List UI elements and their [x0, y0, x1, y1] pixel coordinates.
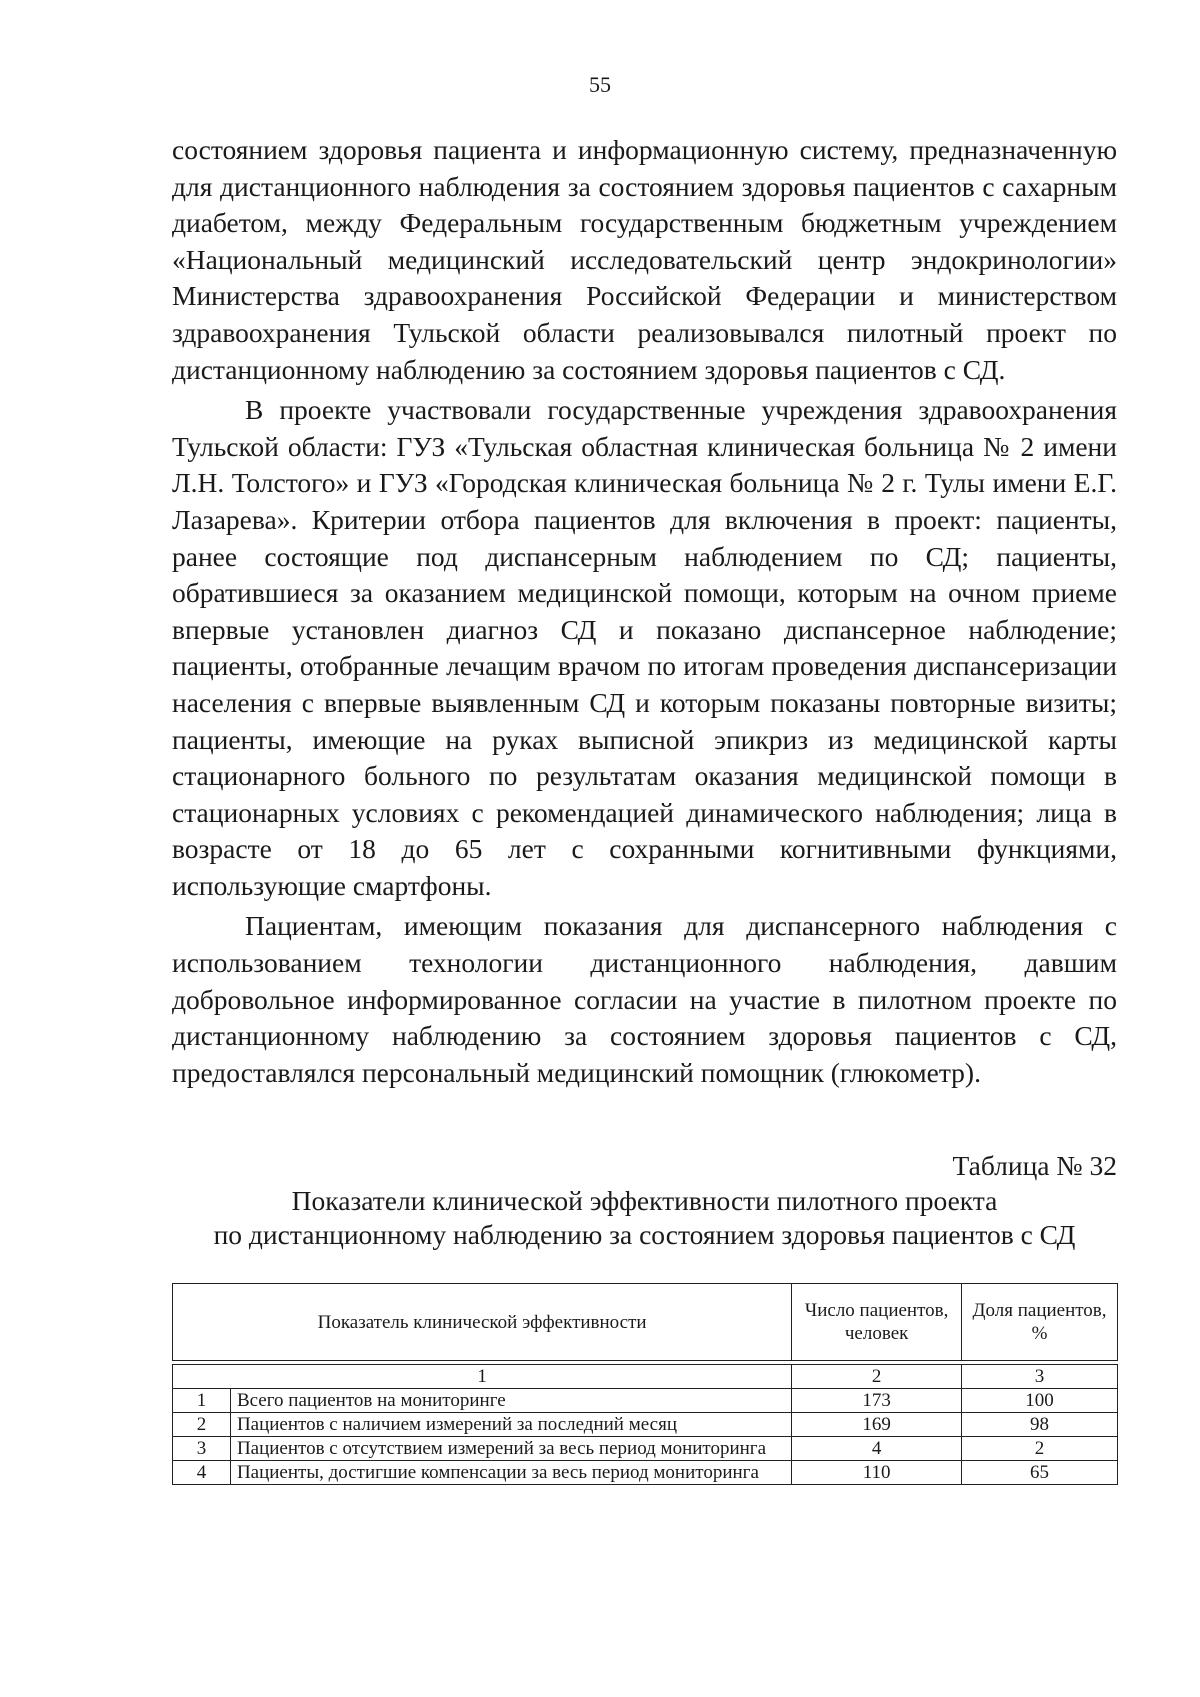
row-share: 98 — [962, 1413, 1118, 1437]
header-patients-share: Доля пациентов, % — [962, 1284, 1118, 1361]
header-indicator: Показатель клинической эффективности — [173, 1284, 792, 1361]
table-row — [173, 1389, 1118, 1413]
table-row — [173, 1413, 1118, 1437]
column-number-3: 3 — [962, 1365, 1118, 1389]
table-title — [172, 1184, 1117, 1252]
row-number: 1 — [173, 1389, 231, 1413]
table-title-line-1: Показатели клинической эффективности пилотного проекта — [291, 1185, 998, 1216]
row-count: 169 — [792, 1413, 962, 1437]
paragraph-glucometer: Пациентам, имеющим показания для диспансерного наблюдения с использованием технологии дистанционного наблюдения, давшим добровольное информированное согласии на участие в пилотном проекте по дистанционному наблюдению за состоянием здоровья пациентов с СД, предоставлялся персональный медицинский помощник (глюкометр). — [172, 910, 1117, 1088]
table-number-label: Таблица № 32 — [952, 1150, 1117, 1181]
clinical-efficiency-table — [172, 1283, 1118, 1485]
row-label: Пациенты, достигшие компенсации за весь период мониторинга — [230, 1461, 791, 1485]
column-number-1: 1 — [173, 1365, 792, 1389]
row-number: 3 — [173, 1437, 231, 1461]
paragraph-continuation: состоянием здоровья пациента и информационную систему, предназначенную для дистанционного наблюдения за состоянием здоровья пациентов с сахарным диабетом, между Федеральным государственным бюджетным учреждением «Национальный медицинский исследовательский центр эндокринологии» Министерства здравоохранения Российской Федерации и министерством здравоохранения Тульской области реализовывался пилотный проект по дистанционному наблюдению за состоянием здоровья пациентов с СД. — [172, 134, 1117, 385]
table-header-row — [173, 1284, 1118, 1361]
column-number-2: 2 — [792, 1365, 962, 1389]
row-share: 100 — [962, 1389, 1118, 1413]
row-label: Пациентов с наличием измерений за последний месяц — [230, 1413, 791, 1437]
row-share: 65 — [962, 1461, 1118, 1485]
row-share: 2 — [962, 1437, 1118, 1461]
header-patients-count: Число пациентов, человек — [792, 1284, 962, 1361]
row-count: 4 — [792, 1437, 962, 1461]
row-number: 2 — [173, 1413, 231, 1437]
row-count: 110 — [792, 1461, 962, 1485]
page-number: 55 — [589, 72, 611, 97]
row-number: 4 — [173, 1461, 231, 1485]
row-count: 173 — [792, 1389, 962, 1413]
paragraph-project-participants: В проекте участвовали государственные учреждения здравоохранения Тульской области: ГУЗ «Тульская областная клиническая больница № 2 имени Л.Н. Толстого» и ГУЗ «Городская клиническая больница № 2 г. Тулы имени Е.Г. Лазарева». Критерии отбора пациентов для включения в проект: пациенты, ранее состоящие под диспансерным наблюдением по СД; пациенты, обратившиеся за оказанием медицинской помощи, которым на очном приеме впервые установлен диагноз СД и показано диспансерное наблюдение; пациенты, отобранные лечащим врачом по итогам проведения диспансеризации населения с впервые выявленным СД и которым показаны повторные визиты; пациенты, имеющие на руках выписной эпикриз из медицинской карты стационарного больного по результатам оказания медицинской помощи в стационарных условиях с рекомендацией динамического наблюдения; лица в возрасте от 18 до 65 лет с сохранными когнитивными функциями, использующие смартфоны. — [172, 394, 1117, 901]
row-label: Всего пациентов на мониторинге — [230, 1389, 791, 1413]
body-text — [172, 132, 1117, 1091]
row-label: Пациентов с отсутствием измерений за весь период мониторинга — [230, 1437, 791, 1461]
table-title-line-2: по дистанционному наблюдению за состоянием здоровья пациентов с СД — [213, 1219, 1076, 1250]
table-row — [173, 1461, 1118, 1485]
table-row — [173, 1437, 1118, 1461]
table-column-numbers-row — [173, 1365, 1118, 1389]
